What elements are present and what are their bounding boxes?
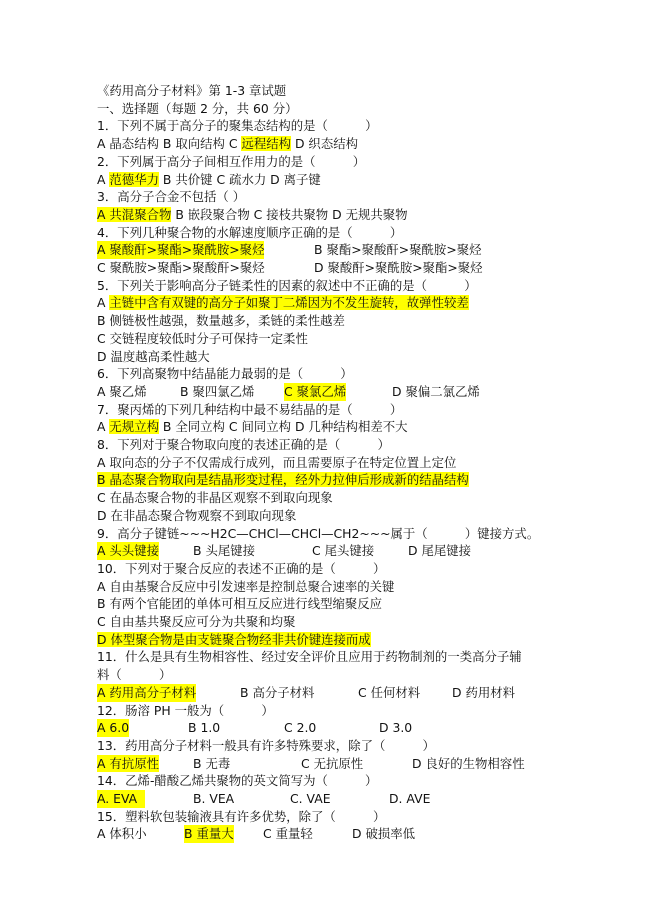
q2-options-post: B 共价键 C 疏水力 D 离子键 (158, 171, 321, 187)
q2-options-pre: A (97, 171, 110, 187)
question-15-stem: 15．塑料软包装输液具有许多优势，除了（ ） (97, 808, 386, 824)
q11-option-b: B 高分子材料 (240, 684, 315, 700)
question-5-option-b: B 侧链极性越强，数量越多，柔链的柔性越差 (97, 313, 345, 329)
q15-option-c: C 重量轻 (263, 826, 313, 842)
question-11-stem-line-1: 11．什么是具有生物相容性、经过安全评价且应用于药物制剂的一类高分子辅 (97, 649, 522, 665)
q6-option-a: A 聚乙烯 (97, 383, 147, 399)
q1-options-post: D 织态结构 (291, 136, 358, 152)
q6-answer-highlight: C 聚氯乙烯 (284, 383, 347, 399)
q13-answer-highlight: A 有抗原性 (97, 755, 159, 771)
q14-option-d: D. AVE (389, 791, 431, 806)
q11-answer-highlight: A 药用高分子材料 (97, 684, 197, 700)
question-8-option-b (97, 471, 469, 489)
q6-option-d: D 聚偏二氯乙烯 (392, 383, 480, 399)
question-10-option-b: B 有两个官能团的单体可相互反应进行线型缩聚反应 (97, 596, 383, 612)
question-2-options (97, 171, 321, 189)
question-10-option-a: A 自由基聚合反应中引发速率是控制总聚合速率的关键 (97, 578, 395, 594)
q12-option-b: B 1.0 (188, 720, 221, 736)
q14-option-c: C. VAE (290, 791, 331, 806)
q4-option-b: B 聚酯>聚酸酐>聚酰胺>聚烃 (314, 242, 482, 258)
question-1-options (97, 135, 358, 153)
question-1-stem: 1．下列不属于高分子的聚集态结构的是（ ） (97, 118, 378, 134)
q12-option-c: C 2.0 (284, 720, 317, 736)
q15-option-a: A 体积小 (97, 826, 147, 842)
question-5-option-d: D 温度越高柔性越大 (97, 348, 210, 364)
question-5-stem: 5．下列关于影响高分子链柔性的因素的叙述中不正确的是（ ） (97, 277, 477, 293)
question-5-option-a (97, 294, 469, 312)
section-heading: 一、选择题（每题 2 分，共 60 分） (97, 100, 298, 116)
question-9-stem: 9．高分子键链~~~H2C—CHCl—CHCl—CH2~~~属于（ ）键接方式。 (97, 525, 540, 541)
question-7-options (97, 418, 408, 436)
question-14-stem: 14．乙烯-醋酸乙烯共聚物的英文简写为（ ） (97, 773, 378, 789)
q15-option-d: D 破损率低 (352, 826, 416, 842)
q13-option-c: C 无抗原性 (301, 755, 364, 771)
question-8-option-d: D 在非晶态聚合物观察不到取向现象 (97, 507, 297, 523)
question-10-option-d (97, 631, 371, 649)
q12-answer-highlight: A 6.0 (97, 720, 130, 736)
q11-option-c: C 任何材料 (358, 684, 421, 700)
q14-answer-highlight: A. EVA (97, 790, 145, 808)
q13-option-d: D 良好的生物相容性 (412, 755, 525, 771)
q13-option-b: B 无毒 (193, 755, 231, 771)
q4-option-d: D 聚酸酐>聚酰胺>聚酯>聚烃 (314, 260, 483, 275)
q10-answer-highlight: D 体型聚合物是由支链聚合物经非共价键连接而成 (97, 631, 371, 647)
q9-option-b: B 头尾键接 (193, 543, 256, 559)
q12-option-d: D 3.0 (379, 720, 413, 736)
question-10-option-c: C 自由基共聚反应可分为共聚和均聚 (97, 614, 296, 629)
q4-option-c: C 聚酰胺>聚酯>聚酸酐>聚烃 (97, 260, 265, 275)
question-3-options (97, 206, 408, 224)
q5-answer-highlight: 主链中含有双键的高分子如聚丁二烯因为不发生旋转，故弹性较差 (109, 295, 469, 311)
question-12-stem: 12．肠溶 PH 一般为（ ） (97, 702, 274, 718)
q9-option-c: C 尾头键接 (312, 543, 375, 559)
q1-options-pre: A 晶态结构 B 取向结构 C (97, 136, 242, 152)
question-10-stem: 10．下列对于聚合反应的表述不正确的是（ ） (97, 560, 386, 576)
question-6-stem: 6．下列高聚物中结晶能力最弱的是（ ） (97, 366, 353, 382)
q7-answer-highlight: 无规立构 (109, 419, 159, 435)
q8-answer-highlight: B 晶态聚合物取向是结晶形变过程，经外力拉伸后形成新的结晶结构 (97, 472, 469, 488)
q7-options-post: B 全同立构 C 间同立构 D 几种结构相差不大 (158, 419, 408, 435)
question-7-stem: 7．聚丙烯的下列几种结构中最不易结晶的是（ ） (97, 401, 403, 417)
question-3-stem: 3．高分子合金不包括（ ） (97, 189, 246, 205)
question-8-option-c: C 在晶态聚合物的非晶区观察不到取向现象 (97, 490, 333, 506)
q2-answer-highlight: 范德华力 (109, 171, 159, 187)
question-8-option-a: A 取向态的分子不仅需成行成列，而且需要原子在特定位置上定位 (97, 454, 457, 470)
q6-option-b: B 聚四氯乙烯 (180, 383, 255, 399)
question-5-option-c: C 交链程度较低时分子可保持一定柔性 (97, 330, 308, 346)
q14-option-b: B. VEA (193, 791, 235, 806)
question-13-stem: 13．药用高分子材料一般具有许多特殊要求，除了（ ） (97, 737, 435, 753)
q11-option-d: D 药用材料 (452, 684, 516, 700)
question-4-stem: 4．下列几种聚合物的水解速度顺序正确的是（ ） (97, 224, 403, 240)
question-2-stem: 2．下列属于高分子间相互作用力的是（ ） (97, 153, 366, 169)
q9-answer-highlight: A 头头键接 (97, 543, 159, 559)
q15-answer-highlight: B 重量大 (184, 826, 234, 842)
q3-options-post: B 嵌段聚合物 C 接枝共聚物 D 无规共聚物 (171, 206, 408, 222)
question-11-stem-line-2: 料（ ） (97, 667, 172, 683)
q5-option-a-prefix: A (97, 295, 110, 311)
q4-answer-highlight: A 聚酸酐>聚酯>聚酰胺>聚烃 (97, 242, 265, 258)
q7-options-pre: A (97, 419, 110, 435)
q9-option-d: D 尾尾键接 (408, 543, 472, 559)
question-8-stem: 8．下列对于聚合物取向度的表述正确的是（ ） (97, 437, 390, 452)
document-title: 《药用高分子材料》第 1-3 章试题 (97, 83, 287, 98)
q1-answer-highlight: 远程结构 (241, 136, 292, 152)
q3-answer-highlight: A 共混聚合物 (97, 206, 172, 222)
